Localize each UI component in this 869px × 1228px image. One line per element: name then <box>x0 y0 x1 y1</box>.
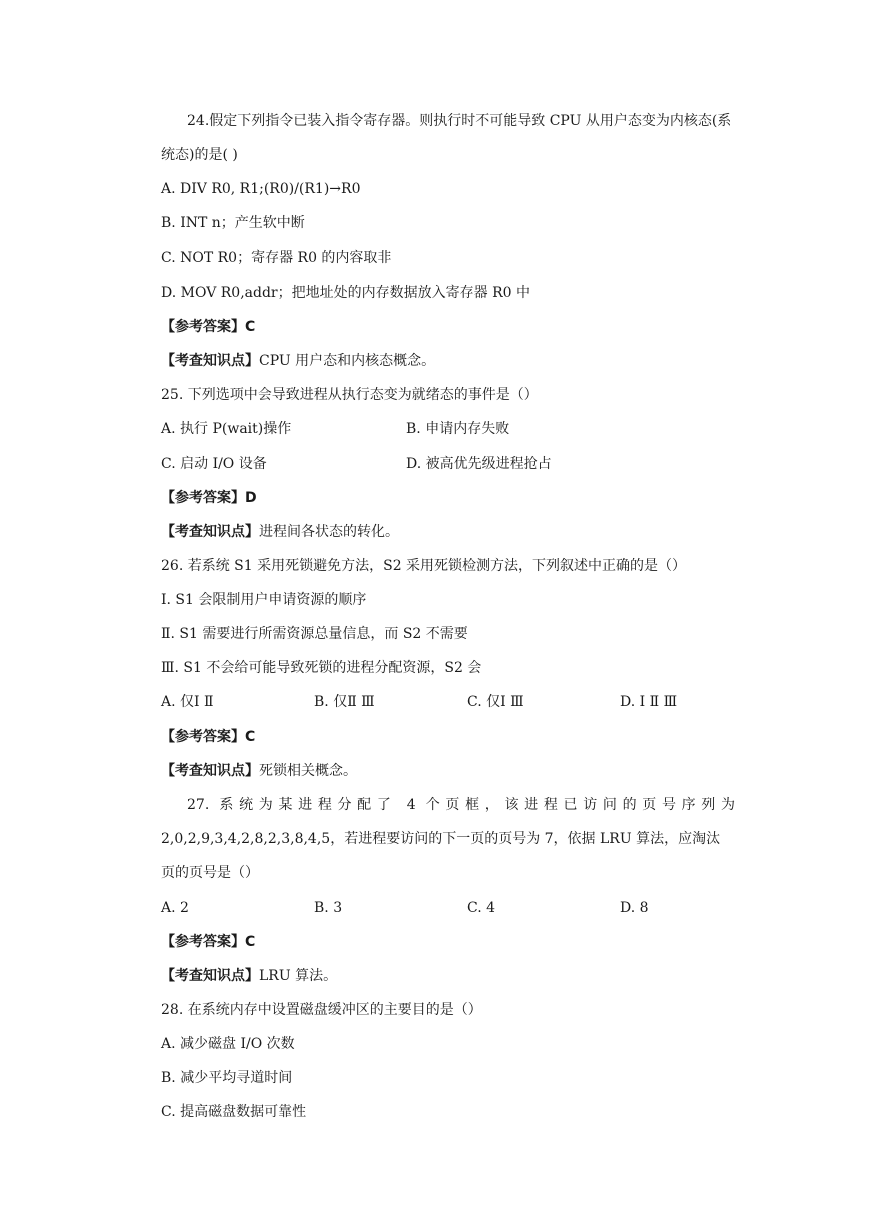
q27-stem-line2: 2,0,2,9,3,4,2,8,2,3,8,4,5，若进程要访问的下一页的页号为 7，依据 LRU 算法，应淘汰 <box>161 831 721 847</box>
q26-statement-1: Ⅰ. S1 会限制用户申请资源的顺序 <box>161 592 367 608</box>
q24-stem-line1: 24.假定下列指令已装入指令寄存器。则执行时不可能导致 CPU 从用户态变为内核态(系 <box>187 113 732 129</box>
q26-answer: 【参考答案】C <box>161 729 256 745</box>
q28-option-b: B. 减少平均寻道时间 <box>161 1070 293 1086</box>
q24-knowledge-text: CPU 用户态和内核态概念。 <box>259 353 436 369</box>
q26-option-a: A. 仅Ⅰ Ⅱ <box>161 694 214 710</box>
q24-option-c: C. NOT R0；寄存器 R0 的内容取非 <box>161 250 392 266</box>
q24-option-d: D. MOV R0,addr；把地址处的内存数据放入寄存器 R0 中 <box>161 285 530 301</box>
q27-knowledge-label: 【考查知识点】 <box>161 968 259 984</box>
q24-knowledge <box>161 352 435 370</box>
q26-option-d: D. Ⅰ Ⅱ Ⅲ <box>620 694 678 710</box>
q25-knowledge-label: 【考查知识点】 <box>161 524 259 540</box>
q26-knowledge <box>161 762 357 780</box>
q26-stem: 26. 若系统 S1 采用死锁避免方法，S2 采用死锁检测方法，下列叙述中正确的是（） <box>161 558 687 574</box>
q27-option-a: A. 2 <box>161 900 189 916</box>
q27-answer: 【参考答案】C <box>161 934 256 950</box>
q24-option-b: B. INT n；产生软中断 <box>161 215 305 231</box>
q25-option-d: D. 被高优先级进程抢占 <box>406 456 552 472</box>
q26-statement-3: Ⅲ. S1 不会给可能导致死锁的进程分配资源，S2 会 <box>161 660 482 676</box>
q24-answer: 【参考答案】C <box>161 319 256 335</box>
q27-knowledge <box>161 967 337 985</box>
q27-stem-line3: 页的页号是（） <box>161 865 259 881</box>
q28-option-c: C. 提高磁盘数据可靠性 <box>161 1104 307 1120</box>
q27-option-d: D. 8 <box>620 900 649 916</box>
q25-option-c: C. 启动 I/O 设备 <box>161 456 267 472</box>
q27-option-c: C. 4 <box>467 900 496 916</box>
q26-knowledge-text: 死锁相关概念。 <box>259 763 357 779</box>
q24-stem-line2: 统态)的是( ) <box>161 147 238 163</box>
q26-statement-2: Ⅱ. S1 需要进行所需资源总量信息，而 S2 不需要 <box>161 626 468 642</box>
q25-option-a: A. 执行 P(wait)操作 <box>161 421 292 437</box>
q25-knowledge <box>161 523 399 541</box>
q28-option-a: A. 减少磁盘 I/O 次数 <box>161 1036 295 1052</box>
q27-stem-line1: 27. 系统为某进程分配了 4 个页框，该进程已访问的页号序列为 <box>187 797 735 813</box>
q24-option-a: A. DIV R0, R1;(R0)/(R1)→R0 <box>161 181 361 197</box>
q28-stem: 28. 在系统内存中设置磁盘缓冲区的主要目的是（） <box>161 1002 482 1018</box>
q26-option-b: B. 仅Ⅱ Ⅲ <box>314 694 375 710</box>
q24-knowledge-label: 【考查知识点】 <box>161 353 259 369</box>
q25-answer: 【参考答案】D <box>161 490 257 506</box>
q25-stem: 25. 下列选项中会导致进程从执行态变为就绪态的事件是（） <box>161 387 538 403</box>
q25-knowledge-text: 进程间各状态的转化。 <box>259 524 399 540</box>
q26-knowledge-label: 【考查知识点】 <box>161 763 259 779</box>
q27-knowledge-text: LRU 算法。 <box>259 968 338 984</box>
q27-option-b: B. 3 <box>314 900 343 916</box>
q25-option-b: B. 申请内存失败 <box>406 421 510 437</box>
q26-option-c: C. 仅Ⅰ Ⅲ <box>467 694 524 710</box>
